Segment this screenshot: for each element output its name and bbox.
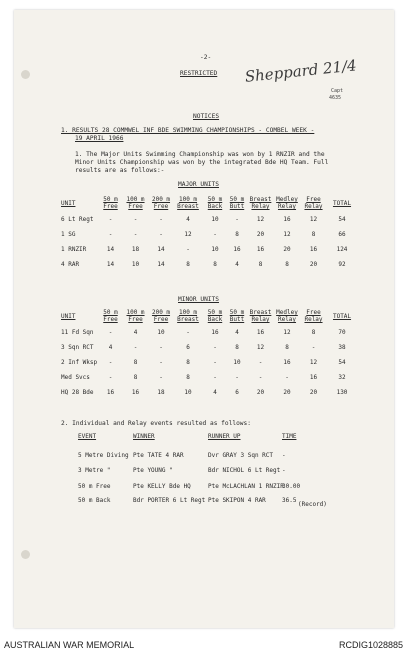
- minor-column-header: [61, 307, 99, 325]
- table-row: [61, 355, 357, 370]
- runner-up-cell: Pte SKIPON 4 RAR: [208, 497, 266, 504]
- capt-number: 4635: [329, 95, 342, 101]
- score-cell: 16: [256, 329, 265, 336]
- score-cell: 12: [283, 329, 291, 336]
- unit-name-cell: 2 Inf Wksp: [61, 359, 98, 366]
- minor-column-header: [274, 307, 300, 325]
- score-cell: 8: [235, 231, 239, 238]
- score-cell: 12: [283, 231, 291, 238]
- score-cell: 12: [256, 216, 265, 223]
- column-header-line2: Free: [128, 203, 143, 210]
- event-cell: 3 Metre ": [78, 467, 111, 474]
- runner-up-cell: Pte McLACHLAN 1 RNZIR: [208, 483, 284, 490]
- score-cell: -: [133, 344, 138, 351]
- time-cell: 36.5: [282, 497, 297, 504]
- score-cell: 124: [336, 246, 348, 253]
- time-cell: 30.00: [282, 483, 301, 490]
- column-header-line2: Butt: [229, 203, 245, 210]
- handwritten-annotation: Sheppard 21/4: [244, 56, 358, 86]
- column-header-line1: 200 m: [151, 309, 171, 316]
- item1-body-line: Minor Units Championship was won by the integrated Bde HQ Team. Full: [75, 159, 329, 166]
- column-header-line2: Relay: [277, 316, 297, 323]
- column-header-line2: Free: [103, 316, 118, 323]
- score-cell: 4: [213, 389, 217, 396]
- column-header-line2: Relay: [251, 203, 270, 210]
- score-cell: 12: [309, 216, 318, 223]
- score-cell: 8: [258, 261, 263, 268]
- runner-up-cell: Dvr GRAY 3 Sqn RCT: [208, 452, 274, 459]
- score-cell: 8: [285, 261, 289, 268]
- runner-up-cell: Bdr NICHOL 6 Lt Regt: [208, 467, 281, 474]
- score-cell: 54: [338, 216, 346, 223]
- score-cell: 16: [283, 216, 291, 223]
- score-cell: -: [159, 216, 163, 223]
- score-cell: 8: [186, 374, 190, 381]
- score-cell: 32: [338, 374, 346, 381]
- score-cell: 14: [106, 261, 115, 268]
- event-cell: 5 Metre Diving: [78, 452, 129, 459]
- score-cell: -: [258, 359, 263, 366]
- major-column-header: [274, 194, 300, 212]
- score-cell: 8: [285, 344, 289, 351]
- column-header-line1: 50 m: [229, 309, 245, 316]
- major-header-row: [61, 194, 357, 212]
- score-cell: 12: [309, 359, 318, 366]
- table-row: [61, 340, 357, 355]
- score-cell: 8: [133, 359, 138, 366]
- score-cell: 8: [186, 359, 190, 366]
- unit-name-cell: 3 Sqn RCT: [61, 344, 94, 351]
- score-cell: -: [213, 344, 217, 351]
- item1-body-line: results are as follows:-: [75, 167, 165, 174]
- page-number: -2-: [200, 54, 212, 61]
- score-cell: 14: [106, 246, 115, 253]
- column-header-line2: Relay: [304, 203, 323, 210]
- score-cell: 16: [309, 374, 318, 381]
- major-column-header: [327, 194, 357, 212]
- record-note: (Record): [298, 501, 327, 508]
- score-cell: -: [159, 344, 163, 351]
- score-cell: -: [108, 329, 113, 336]
- score-cell: 16: [256, 246, 265, 253]
- score-cell: 8: [311, 329, 316, 336]
- score-cell: 16: [283, 359, 291, 366]
- major-units-title: MAJOR UNITS: [178, 181, 219, 188]
- score-cell: 18: [131, 246, 140, 253]
- score-cell: -: [213, 359, 217, 366]
- winner-cell: Pte YOUNG ": [133, 467, 173, 474]
- score-cell: -: [133, 216, 138, 223]
- score-cell: 20: [309, 389, 318, 396]
- minor-column-header: [149, 307, 173, 325]
- unit-name-cell: 11 Fd Sqn: [61, 329, 94, 336]
- score-cell: 16: [233, 246, 241, 253]
- column-header-line2: Back: [207, 203, 223, 210]
- column-header-line1: TOTAL: [332, 312, 352, 320]
- score-cell: 10: [131, 261, 140, 268]
- major-column-header: [300, 194, 327, 212]
- score-cell: 10: [233, 359, 241, 366]
- column-header-line1: 50 m: [103, 309, 118, 316]
- score-cell: 4: [133, 329, 138, 336]
- table-row: [61, 257, 357, 272]
- table-row: [61, 370, 357, 385]
- item1-heading: 1. RESULTS 28 COMMWEL INF BDE SWIMMING CHAMPIONSHIPS - COMBEL WEEK -: [61, 127, 315, 134]
- item2-heading: 2. Individual and Relay events resulted as follows:: [61, 420, 251, 427]
- notices-title: NOTICES: [193, 113, 220, 120]
- table-row: [61, 242, 357, 257]
- column-header-line2: Free: [103, 203, 118, 210]
- minor-column-header: [247, 307, 274, 325]
- score-cell: 4: [235, 261, 239, 268]
- column-header-line1: UNIT: [61, 199, 76, 207]
- major-column-header: [247, 194, 274, 212]
- column-header-line1: Medley: [276, 196, 298, 203]
- score-cell: 10: [211, 216, 219, 223]
- column-header-line2: Back: [207, 316, 223, 323]
- score-cell: -: [258, 374, 263, 381]
- unit-name-cell: 1 RNZIR: [61, 246, 87, 253]
- table-row: [61, 212, 357, 227]
- item1-body-line: 1. The Major Units Swimming Championship was won by 1 RNZIR and the: [75, 151, 325, 158]
- column-header-line1: 100 m: [126, 196, 145, 203]
- table-row: [61, 385, 357, 400]
- individual-header-time: TIME: [282, 433, 297, 440]
- column-header-line1: Free: [306, 309, 321, 316]
- item1-heading-date: 19 APRIL 1966: [75, 135, 124, 142]
- column-header-line1: Free: [306, 196, 321, 203]
- major-column-header: [173, 194, 203, 212]
- score-cell: 18: [157, 389, 165, 396]
- unit-name-cell: 1 SG: [61, 231, 76, 238]
- score-cell: -: [213, 231, 217, 238]
- score-cell: 70: [338, 329, 346, 336]
- capt-label: Capt: [331, 88, 344, 94]
- winner-cell: Bdr PORTER 6 Lt Regt: [133, 497, 206, 504]
- score-cell: 4: [235, 329, 239, 336]
- individual-header-winner: WINNER: [133, 433, 155, 440]
- score-cell: -: [159, 374, 163, 381]
- score-cell: -: [235, 216, 239, 223]
- score-cell: -: [133, 231, 138, 238]
- minor-column-header: [327, 307, 357, 325]
- score-cell: 14: [157, 261, 165, 268]
- score-cell: 20: [256, 231, 265, 238]
- score-cell: 20: [283, 246, 291, 253]
- column-header-line1: 50 m: [207, 309, 223, 316]
- individual-header-runner-up: RUNNER UP: [208, 433, 241, 440]
- score-cell: 16: [106, 389, 115, 396]
- unit-name-cell: HQ 28 Bde: [61, 389, 94, 396]
- minor-column-header: [227, 307, 247, 325]
- winner-cell: Pte TATE 4 RAR: [133, 452, 184, 459]
- score-cell: 54: [338, 359, 346, 366]
- major-column-header: [203, 194, 227, 212]
- footer-institution: AUSTRALIAN WAR MEMORIAL: [4, 640, 135, 650]
- column-header-line2: Free: [128, 316, 143, 323]
- column-header-line1: 200 m: [151, 196, 171, 203]
- score-cell: -: [108, 359, 113, 366]
- column-header-line1: 50 m: [207, 196, 223, 203]
- score-cell: 16: [309, 246, 318, 253]
- score-cell: -: [213, 374, 217, 381]
- minor-column-header: [122, 307, 149, 325]
- individual-header-event: EVENT: [78, 433, 97, 440]
- column-header-line2: Relay: [277, 203, 297, 210]
- major-column-header: [149, 194, 173, 212]
- score-cell: 16: [131, 389, 140, 396]
- punch-hole: [21, 70, 30, 79]
- winner-cell: Pte KELLY Bde HQ: [133, 483, 191, 490]
- time-cell: -: [282, 452, 286, 459]
- table-row: [61, 227, 357, 242]
- score-cell: 8: [213, 261, 217, 268]
- minor-column-header: [173, 307, 203, 325]
- score-cell: 8: [311, 231, 316, 238]
- unit-name-cell: Med Svcs: [61, 374, 90, 381]
- column-header-line2: Relay: [251, 316, 270, 323]
- minor-column-header: [99, 307, 122, 325]
- score-cell: 38: [338, 344, 346, 351]
- score-cell: 6: [186, 344, 190, 351]
- score-cell: -: [285, 374, 289, 381]
- major-column-header: [61, 194, 99, 212]
- score-cell: 4: [186, 216, 190, 223]
- column-header-line2: Butt: [229, 316, 245, 323]
- column-header-line2: Free: [153, 203, 169, 210]
- column-header-line1: Breast: [249, 309, 272, 316]
- score-cell: 20: [309, 261, 318, 268]
- classification-marking: RESTRICTED: [180, 70, 218, 77]
- score-cell: 8: [235, 344, 239, 351]
- column-header-line1: 100 m: [178, 309, 198, 316]
- unit-name-cell: 4 RAR: [61, 261, 80, 268]
- major-column-header: [227, 194, 247, 212]
- score-cell: -: [108, 231, 113, 238]
- column-header-line1: Breast: [249, 196, 272, 203]
- column-header-line1: 50 m: [103, 196, 118, 203]
- major-units-table: [61, 194, 357, 272]
- column-header-line2: Relay: [304, 316, 323, 323]
- event-cell: 50 m Back: [78, 497, 111, 504]
- score-cell: 10: [211, 246, 219, 253]
- score-cell: 66: [338, 231, 346, 238]
- column-header-line2: Free: [153, 316, 169, 323]
- unit-name-cell: 6 Lt Regt: [61, 216, 94, 223]
- score-cell: -: [108, 216, 113, 223]
- minor-units-table: [61, 307, 357, 400]
- score-cell: -: [186, 329, 190, 336]
- minor-units-title: MINOR UNITS: [178, 296, 219, 303]
- punch-hole: [21, 550, 30, 559]
- minor-header-row: [61, 307, 357, 325]
- table-row: [61, 325, 357, 340]
- score-cell: 12: [184, 231, 192, 238]
- score-cell: -: [311, 344, 316, 351]
- column-header-line1: Medley: [276, 309, 298, 316]
- score-cell: 6: [235, 389, 239, 396]
- score-cell: -: [159, 231, 163, 238]
- score-cell: 92: [338, 261, 346, 268]
- score-cell: -: [235, 374, 239, 381]
- score-cell: 130: [336, 389, 348, 396]
- major-column-header: [99, 194, 122, 212]
- column-header-line1: 100 m: [178, 196, 198, 203]
- score-cell: 10: [184, 389, 192, 396]
- column-header-line2: Breast: [177, 203, 199, 210]
- score-cell: 16: [211, 329, 219, 336]
- score-cell: 12: [256, 344, 265, 351]
- score-cell: -: [159, 359, 163, 366]
- event-cell: 50 m Free: [78, 483, 111, 490]
- score-cell: 20: [256, 389, 265, 396]
- major-column-header: [122, 194, 149, 212]
- score-cell: 8: [133, 374, 138, 381]
- minor-column-header: [300, 307, 327, 325]
- score-cell: 20: [283, 389, 291, 396]
- score-cell: -: [186, 246, 190, 253]
- score-cell: 4: [108, 344, 113, 351]
- column-header-line1: UNIT: [61, 312, 76, 320]
- minor-column-header: [203, 307, 227, 325]
- score-cell: 14: [157, 246, 165, 253]
- time-cell: -: [282, 467, 286, 474]
- column-header-line2: Breast: [177, 316, 199, 323]
- column-header-line1: 50 m: [229, 196, 245, 203]
- score-cell: -: [108, 374, 113, 381]
- footer-document-id: RCDIG1028885: [338, 640, 403, 650]
- column-header-line1: 100 m: [126, 309, 145, 316]
- score-cell: 8: [186, 261, 190, 268]
- column-header-line1: TOTAL: [332, 199, 352, 207]
- score-cell: 10: [157, 329, 165, 336]
